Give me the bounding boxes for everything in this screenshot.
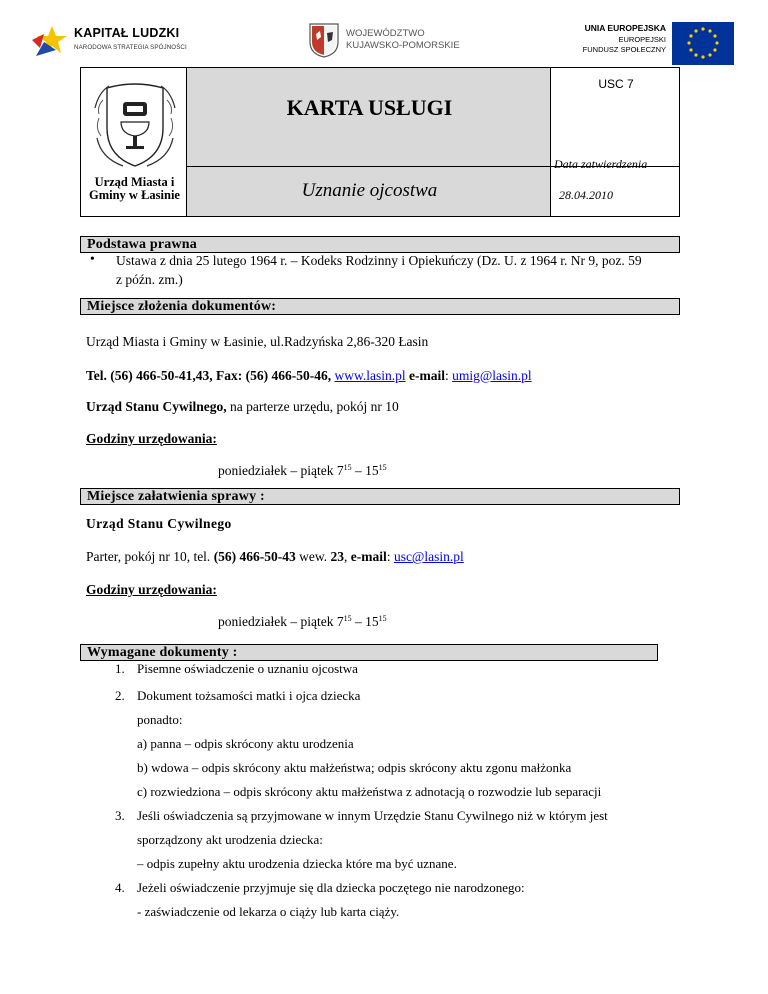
- hours-end-sup: 15: [378, 463, 387, 472]
- handling-room: Parter, pokój nr 10, tel.: [86, 549, 211, 564]
- usc-email-link[interactable]: usc@lasin.pl: [393, 549, 464, 564]
- doc-item-3: Jeśli oświadczenia są przyjmowane w innym Urzędzie Stanu Cywilnego niż w którym jest: [137, 808, 608, 823]
- approval-date: 28.04.2010: [559, 188, 613, 202]
- submission-heading: Miejsce złożenia dokumentów:: [80, 298, 680, 315]
- phone-fax: Tel. (56) 466-50-41,43, Fax: (56) 466-50-46,: [86, 368, 332, 383]
- handling-contact: Parter, pokój nr 10, tel. (56) 466-50-43 wew. 23, e-mail: usc@lasin.pl: [86, 549, 464, 564]
- ext-label: wew.: [299, 549, 328, 564]
- email-label: e-mail: [408, 368, 445, 383]
- handling-hours-sep: – 15: [351, 614, 379, 629]
- hours-start-sup: 15: [343, 463, 352, 472]
- usc-room: na parterze urzędu, pokój nr 10: [230, 399, 399, 414]
- eu-flag-icon: [672, 22, 734, 65]
- doc-item-1: Pisemne oświadczenie o uznaniu ojcostwa: [137, 661, 358, 676]
- usc-location: [86, 399, 399, 415]
- doc-item-2: Dokument tożsamości matki i ojca dziecka: [137, 688, 361, 703]
- approval-date-label: Data zatwierdzenia: [554, 157, 648, 171]
- region-line1: WOJEWÓDZTWO: [346, 28, 425, 39]
- ext-number: 23: [330, 549, 345, 564]
- office-name: Urząd Miasta i Gminy w Łasinie: [89, 175, 180, 202]
- hours-days: poniedziałek – piątek 7: [218, 463, 344, 478]
- documents-heading: Wymagane dokumenty :: [80, 644, 658, 661]
- handling-hours-days: poniedziałek – piątek 7: [218, 614, 344, 629]
- eu-line1: UNIA EUROPEJSKA: [584, 23, 666, 33]
- kapital-ludzki-subtitle: NARODOWA STRATEGIA SPÓJNOŚCI: [74, 44, 187, 51]
- email-link[interactable]: umig@lasin.pl: [452, 368, 532, 383]
- region-line2: KUJAWSKO-POMORSKIE: [346, 40, 460, 51]
- service-code: USC 7: [598, 77, 634, 91]
- doc-item-2-ponadto: ponadto:: [137, 712, 183, 727]
- handling-hours-end-sup: 15: [378, 614, 387, 623]
- service-name: Uznanie ojcostwa: [301, 180, 438, 201]
- contact-line: Tel. (56) 466-50-41,43, Fax: (56) 466-50-46, www.lasin.pl e-mail: umig@lasin.pl: [86, 368, 532, 383]
- header-table: [80, 67, 680, 217]
- date-cell: [550, 157, 680, 217]
- kapital-ludzki-title: KAPITAŁ LUDZKI: [74, 26, 180, 40]
- doc-item-3-cont: sporządzony akt urodzenia dziecka:: [137, 832, 323, 847]
- kapital-ludzki-logo: [30, 20, 205, 60]
- hours-sep: – 15: [351, 463, 379, 478]
- doc-item-2c: c) rozwiedziona – odpis skrócony aktu małżeństwa z adnotacją o rozwodzie lub separacji: [137, 784, 602, 799]
- handling-email-label: e-mail: [350, 549, 387, 564]
- doc-item-1-num: 1.: [115, 661, 125, 676]
- region-logo: [308, 22, 483, 62]
- doc-item-4-sub: - zaświadczenie od lekarza o ciąży lub karta ciąży.: [137, 904, 400, 919]
- handling-hours-start-sup: 15: [343, 614, 352, 623]
- doc-item-3-num: 3.: [115, 808, 125, 823]
- usc-name: Urząd Stanu Cywilnego,: [86, 399, 227, 414]
- handling-phone: (56) 466-50-43: [213, 549, 296, 564]
- card-title: KARTA USŁUGI: [286, 95, 453, 120]
- website-link[interactable]: www.lasin.pl: [334, 368, 406, 383]
- kapital-ludzki-star-icon: [30, 20, 72, 60]
- code-cell: [550, 67, 680, 167]
- title-cell: [186, 67, 551, 167]
- handling-heading: Miejsce załatwienia sprawy :: [80, 488, 680, 505]
- eu-line3: FUNDUSZ SPOŁECZNY: [582, 45, 666, 54]
- eu-text: [578, 23, 666, 56]
- bullet-icon: •: [90, 251, 95, 266]
- crest-cell: [80, 67, 187, 217]
- doc-item-4: Jeżeli oświadczenie przyjmuje się dla dziecka poczętego nie narodzonego:: [137, 880, 525, 895]
- legal-basis-heading: Podstawa prawna: [80, 236, 680, 253]
- doc-item-2-num: 2.: [115, 688, 125, 703]
- handling-hours-label: Godziny urzędowania:: [86, 582, 217, 597]
- lasin-coat-of-arms-icon: [93, 78, 177, 170]
- legal-basis-line1: Ustawa z dnia 25 lutego 1964 r. – Kodeks Rodzinny i Opiekuńczy (Dz. U. z 1964 r. Nr 9, poz. 59: [116, 253, 642, 268]
- handling-office: Urząd Stanu Cywilnego: [86, 516, 232, 531]
- office-address: Urząd Miasta i Gminy w Łasinie, ul.Radzyńska 2,86-320 Łasin: [86, 334, 429, 349]
- legal-basis-line2: z późn. zm.): [116, 272, 183, 287]
- eu-line2: EUROPEJSKI: [618, 34, 666, 44]
- doc-item-2b: b) wdowa – odpis skrócony aktu małżeństwa; odpis skrócony aktu zgonu małżonka: [137, 760, 572, 775]
- handling-hours: [218, 614, 387, 630]
- service-name-cell: [186, 166, 551, 217]
- hours-label: Godziny urzędowania:: [86, 431, 217, 446]
- region-crest-icon: [308, 22, 340, 58]
- doc-item-3-sub: – odpis zupełny aktu urodzenia dziecka które ma być uznane.: [137, 856, 457, 871]
- eu-logo: [578, 20, 738, 70]
- region-name: [346, 28, 460, 52]
- doc-item-4-num: 4.: [115, 880, 125, 895]
- doc-item-2a: a) panna – odpis skrócony aktu urodzenia: [137, 736, 354, 751]
- office-hours: [218, 463, 387, 479]
